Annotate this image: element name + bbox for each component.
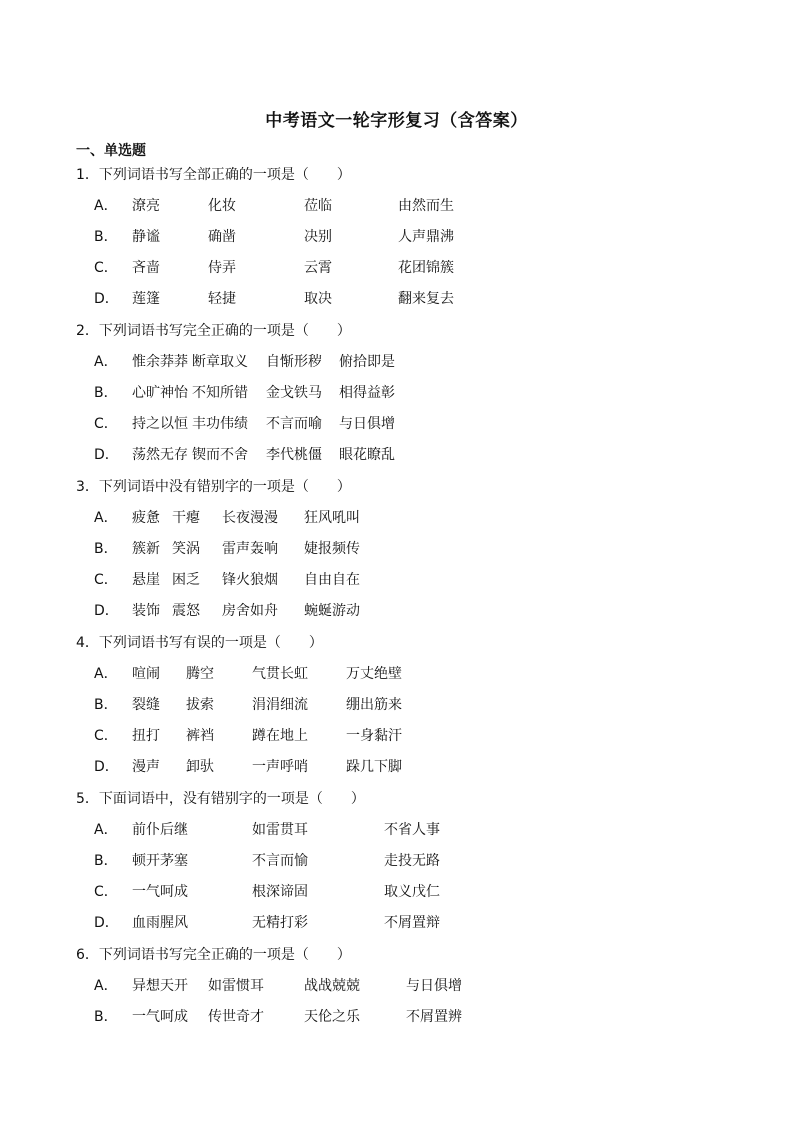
option-word: 绷出筋来 xyxy=(346,697,402,713)
document-title: 中考语文一轮字形复习（含答案） xyxy=(265,111,528,131)
option-word: 干瘪 xyxy=(172,510,200,526)
option-a xyxy=(76,976,726,1007)
option-d xyxy=(76,757,726,788)
option-label: B． xyxy=(94,385,118,401)
option-word: 丰功伟绩 xyxy=(192,416,248,432)
option-word: 一声呼哨 xyxy=(252,759,308,775)
option-word: 轻捷 xyxy=(208,291,236,307)
option-word: 潦亮 xyxy=(132,198,160,214)
option-label: A． xyxy=(94,822,118,838)
option-word: 裤裆 xyxy=(186,728,214,744)
option-word: 莲篷 xyxy=(132,291,160,307)
option-word: 扭打 xyxy=(132,728,160,744)
option-word: 取义戊仁 xyxy=(384,884,440,900)
option-word: 无精打彩 xyxy=(252,915,308,931)
option-word: 如雷惯耳 xyxy=(208,978,264,994)
question-4 xyxy=(76,633,726,788)
option-word: 惟余莽莽 xyxy=(132,354,188,370)
option-label: A． xyxy=(94,978,118,994)
option-c xyxy=(76,414,726,445)
option-a xyxy=(76,352,726,383)
option-label: C． xyxy=(94,884,118,900)
question-5 xyxy=(76,789,726,944)
option-word: 由然而生 xyxy=(398,198,454,214)
option-word: 翻来复去 xyxy=(398,291,454,307)
option-word: 与日俱增 xyxy=(406,978,462,994)
option-word: 悬崖 xyxy=(132,572,160,588)
option-label: B． xyxy=(94,853,118,869)
option-word: 不屑置辨 xyxy=(406,1009,462,1025)
option-word: 相得益彰 xyxy=(339,385,395,401)
option-c xyxy=(76,570,726,601)
option-word: 不省人事 xyxy=(384,822,440,838)
option-word: 花团锦簇 xyxy=(398,260,454,276)
option-word: 断章取义 xyxy=(192,354,248,370)
option-word: 装饰 xyxy=(132,603,160,619)
option-word: 云霄 xyxy=(304,260,332,276)
option-word: 跺几下脚 xyxy=(346,759,402,775)
option-a xyxy=(76,664,726,695)
option-word: 前仆后继 xyxy=(132,822,188,838)
option-word: 困乏 xyxy=(172,572,200,588)
option-word: 漫声 xyxy=(132,759,160,775)
option-word: 自惭形秽 xyxy=(266,354,322,370)
option-c xyxy=(76,882,726,913)
option-c xyxy=(76,726,726,757)
option-b xyxy=(76,383,726,414)
option-label: D． xyxy=(94,759,119,775)
section-heading: 一、单选题 xyxy=(76,143,146,159)
option-b xyxy=(76,851,726,882)
option-label: B． xyxy=(94,697,118,713)
option-word: 心旷神怡 xyxy=(132,385,188,401)
option-label: A． xyxy=(94,354,118,370)
option-word: 锲而不舍 xyxy=(192,447,248,463)
option-label: A． xyxy=(94,198,118,214)
option-a xyxy=(76,820,726,851)
option-word: 自由自在 xyxy=(304,572,360,588)
option-word: 李代桃僵 xyxy=(266,447,322,463)
option-word: 金戈铁马 xyxy=(266,385,322,401)
option-label: C． xyxy=(94,416,118,432)
option-d xyxy=(76,601,726,632)
option-d xyxy=(76,289,726,320)
option-word: 气贯长虹 xyxy=(252,666,308,682)
option-word: 血雨腥风 xyxy=(132,915,188,931)
question-stem: 4．下列词语书写有误的一项是（ ） xyxy=(76,635,323,651)
question-stem: 2．下列词语书写完全正确的一项是（ ） xyxy=(76,323,351,339)
option-word: 吝啬 xyxy=(132,260,160,276)
option-a xyxy=(76,508,726,539)
option-word: 长夜漫漫 xyxy=(222,510,278,526)
option-label: D． xyxy=(94,447,119,463)
option-word: 不屑置辩 xyxy=(384,915,440,931)
option-word: 腾空 xyxy=(186,666,214,682)
option-word: 一气呵成 xyxy=(132,1009,188,1025)
option-label: C． xyxy=(94,260,118,276)
question-2 xyxy=(76,321,726,476)
option-word: 簇新 xyxy=(132,541,160,557)
option-word: 震怒 xyxy=(172,603,200,619)
option-label: A． xyxy=(94,510,118,526)
option-b xyxy=(76,695,726,726)
option-word: 顿开茅塞 xyxy=(132,853,188,869)
option-word: 取决 xyxy=(304,291,332,307)
option-word: 眼花瞭乱 xyxy=(339,447,395,463)
option-word: 蹲在地上 xyxy=(252,728,308,744)
option-word: 俯拾即是 xyxy=(339,354,395,370)
option-word: 根深谛固 xyxy=(252,884,308,900)
option-word: 异想天开 xyxy=(132,978,188,994)
option-label: B． xyxy=(94,541,118,557)
option-word: 裂缝 xyxy=(132,697,160,713)
option-b xyxy=(76,227,726,258)
option-word: 荡然无存 xyxy=(132,447,188,463)
option-word: 持之以恒 xyxy=(132,416,188,432)
option-word: 传世奇才 xyxy=(208,1009,264,1025)
option-word: 不知所错 xyxy=(192,385,248,401)
option-word: 确凿 xyxy=(208,229,236,245)
option-word: 一身黏汗 xyxy=(346,728,402,744)
option-word: 房舍如舟 xyxy=(222,603,278,619)
option-word: 决别 xyxy=(304,229,332,245)
option-word: 侍弄 xyxy=(208,260,236,276)
option-word: 狂风吼叫 xyxy=(304,510,360,526)
option-word: 天伦之乐 xyxy=(304,1009,360,1025)
option-word: 喧闹 xyxy=(132,666,160,682)
question-stem: 5．下面词语中，没有错别字的一项是（ ） xyxy=(76,791,365,807)
option-word: 静谧 xyxy=(132,229,160,245)
option-label: B． xyxy=(94,1009,118,1025)
option-word: 如雷贯耳 xyxy=(252,822,308,838)
option-word: 笑涡 xyxy=(172,541,200,557)
option-word: 万丈绝壁 xyxy=(346,666,402,682)
option-word: 锋火狼烟 xyxy=(222,572,278,588)
option-b xyxy=(76,1007,726,1038)
option-d xyxy=(76,913,726,944)
option-word: 不言而喻 xyxy=(266,416,322,432)
option-label: D． xyxy=(94,915,119,931)
option-a xyxy=(76,196,726,227)
option-word: 走投无路 xyxy=(384,853,440,869)
option-word: 蜿蜒游动 xyxy=(304,603,360,619)
option-word: 疲惫 xyxy=(132,510,160,526)
option-b xyxy=(76,539,726,570)
question-6 xyxy=(76,945,726,1038)
question-stem: 3．下列词语中没有错别字的一项是（ ） xyxy=(76,479,351,495)
question-1 xyxy=(76,165,726,320)
option-word: 涓涓细流 xyxy=(252,697,308,713)
question-3 xyxy=(76,477,726,632)
option-word: 化妆 xyxy=(208,198,236,214)
option-word: 一气呵成 xyxy=(132,884,188,900)
question-stem: 6．下列词语书写完全正确的一项是（ ） xyxy=(76,947,351,963)
option-label: D． xyxy=(94,603,119,619)
option-word: 莅临 xyxy=(304,198,332,214)
option-d xyxy=(76,445,726,476)
option-word: 战战兢兢 xyxy=(304,978,360,994)
question-stem: 1．下列词语书写全部正确的一项是（ ） xyxy=(76,167,351,183)
option-label: C． xyxy=(94,728,118,744)
option-word: 拔索 xyxy=(186,697,214,713)
option-label: C． xyxy=(94,572,118,588)
option-c xyxy=(76,258,726,289)
option-label: D． xyxy=(94,291,119,307)
option-word: 卸驮 xyxy=(186,759,214,775)
option-word: 不言而愉 xyxy=(252,853,308,869)
option-label: A． xyxy=(94,666,118,682)
option-label: B． xyxy=(94,229,118,245)
option-word: 人声鼎沸 xyxy=(398,229,454,245)
option-word: 婕报频传 xyxy=(304,541,360,557)
option-word: 雷声轰响 xyxy=(222,541,278,557)
option-word: 与日俱增 xyxy=(339,416,395,432)
